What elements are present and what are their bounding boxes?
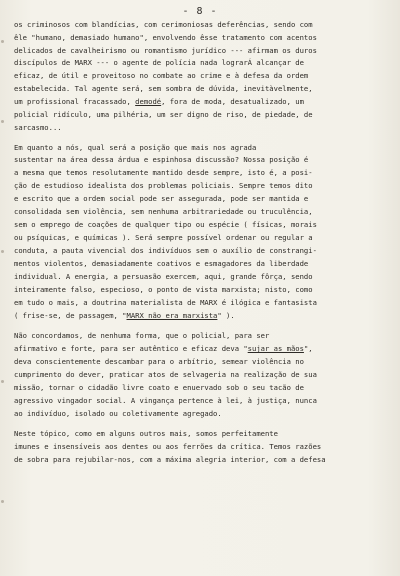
line-text: cumprimento do dever, praticar atos de selvageria na realização de sua: [14, 370, 317, 379]
line-text: sem o emprego de coações de qualquer tipo ou espécie ( físicas, morais: [14, 220, 317, 229]
binder-edge: [0, 0, 6, 576]
text-line: [14, 58, 394, 67]
text-line: [14, 370, 394, 379]
line-text: a mesma que temos resolutamente mantido desde sempre, isto é, a posi-: [14, 168, 313, 177]
line-text: agressivo vingador social. A vingança pertence à lei, à justiça, nunca: [14, 396, 317, 405]
line-text: Não concordamos, de nenhuma forma, que o policial, para ser: [14, 331, 270, 340]
text-line: [14, 298, 394, 307]
underlined-text: sujar as mãos: [247, 344, 304, 353]
line-text: sarcasmo...: [14, 123, 62, 132]
text-line: [14, 181, 394, 190]
line-text: estabelecida. Tal agente será, sem sombra de dúvida, inevitàvelmente,: [14, 84, 313, 93]
line-text: individual. A energia, a persuasão exercem, aqui, grande fôrça, sendo: [14, 272, 313, 281]
line-text: ( frise-se, de passagem, ": [14, 311, 127, 320]
line-text: ",: [303, 344, 313, 353]
line-text: inteiramente falso, especioso, o ponto de vista marxista; nisto, como: [14, 285, 313, 294]
line-text: Em quanto a nós, qual será a posição que mais nos agrada: [14, 143, 257, 152]
text-line: [14, 71, 394, 80]
text-line: [14, 357, 394, 366]
line-text: sustentar na área dessa árdua e espinhosa discussão? Nossa posição é: [14, 155, 309, 164]
line-text: imunes e insensíveis aos dentes ou aos ferrões da crítica. Temos razões: [14, 442, 322, 451]
line-text: um profissional fracassado,: [14, 97, 136, 106]
text-line: [14, 143, 394, 152]
text-line: [14, 110, 394, 119]
line-text: e escrito que a ordem social pode ser assegurada, pode ser mantida e: [14, 194, 309, 203]
line-text: de sobra para rejubilar-nos, com a máxima alegria interior, com a defesa: [14, 455, 326, 464]
line-text: eficaz, de útil e proveitoso no combate ao crime e à defesa da ordem: [14, 71, 309, 80]
line-text: Neste tópico, como em alguns outros mais, somos perfeitamente: [14, 429, 278, 438]
line-text: os criminosos com blandícias, com cerimoniosas deferências, sendo com: [14, 20, 313, 29]
text-line: [14, 383, 394, 392]
text-line: [14, 455, 394, 464]
text-line: [14, 20, 394, 29]
text-line: [14, 233, 394, 242]
text-line: [14, 168, 394, 177]
line-text: delicados de cavalheirismo ou romantismo jurídico --- afirmam os duros: [14, 46, 317, 55]
line-text: " ).: [217, 311, 235, 320]
line-text: conduta, a pauta vivencial dos indivíduos sem o auxílio de constrangi-: [14, 246, 317, 255]
text-line: [14, 311, 394, 320]
underlined-text: MARX não era marxista: [126, 311, 218, 320]
line-text: consolidada sem violência, sem nenhuma arbitrariedade ou truculência,: [14, 207, 313, 216]
line-text: mentos violentos, demasiadamente coativos e esmagadores da liberdade: [14, 259, 309, 268]
text-line: [14, 285, 394, 294]
line-text: em tudo o mais, a doutrina materialista de MARX é ilógica e fantasista: [14, 298, 317, 307]
text-line: [14, 194, 394, 203]
line-text: , fora de moda, desatualizado, um: [161, 97, 304, 106]
text-line: [14, 97, 394, 106]
text-line: [14, 396, 394, 405]
line-text: ou psíquicas, e químicas ). Será sempre possível ordenar ou regular a: [14, 233, 313, 242]
line-text: ao indivíduo, isolado ou coletivamente agregado.: [14, 409, 222, 418]
text-line: [14, 272, 394, 281]
page-number: - 8 -: [182, 6, 218, 17]
line-text: ção de estudioso idealista dos problemas policiais. Sempre temos dito: [14, 181, 313, 190]
line-text: missão, tornar o cidadão livre coato e enuervado sob o seu tacão de: [14, 383, 304, 392]
line-text: êle "humano, demasiado humano", envolvendo êsse tratamento com acentos: [14, 33, 317, 42]
line-text: discípulos de MARX --- o agente de polícia nada lograrÁ alcançar de: [14, 58, 304, 67]
text-line: [14, 84, 394, 93]
text-line: [14, 123, 394, 132]
text-line: [14, 409, 394, 418]
text-line: [14, 442, 394, 451]
line-text: afirmativo e forte, para ser autêntico e eficaz deva ": [14, 344, 248, 353]
text-line: [14, 259, 394, 268]
text-line: [14, 33, 394, 42]
text-line: [14, 207, 394, 216]
text-line: [14, 331, 394, 340]
line-text: policial ridículo, uma pilhéria, um ser digno de riso, de piedade, de: [14, 110, 313, 119]
text-line: [14, 155, 394, 164]
text-line: [14, 429, 394, 438]
underlined-text: demodé: [135, 97, 162, 106]
text-line: [14, 344, 394, 353]
line-text: deva conscientemente descambar para o arbítrio, semear violência no: [14, 357, 304, 366]
text-line: [14, 220, 394, 229]
text-line: [14, 246, 394, 255]
text-line: [14, 46, 394, 55]
